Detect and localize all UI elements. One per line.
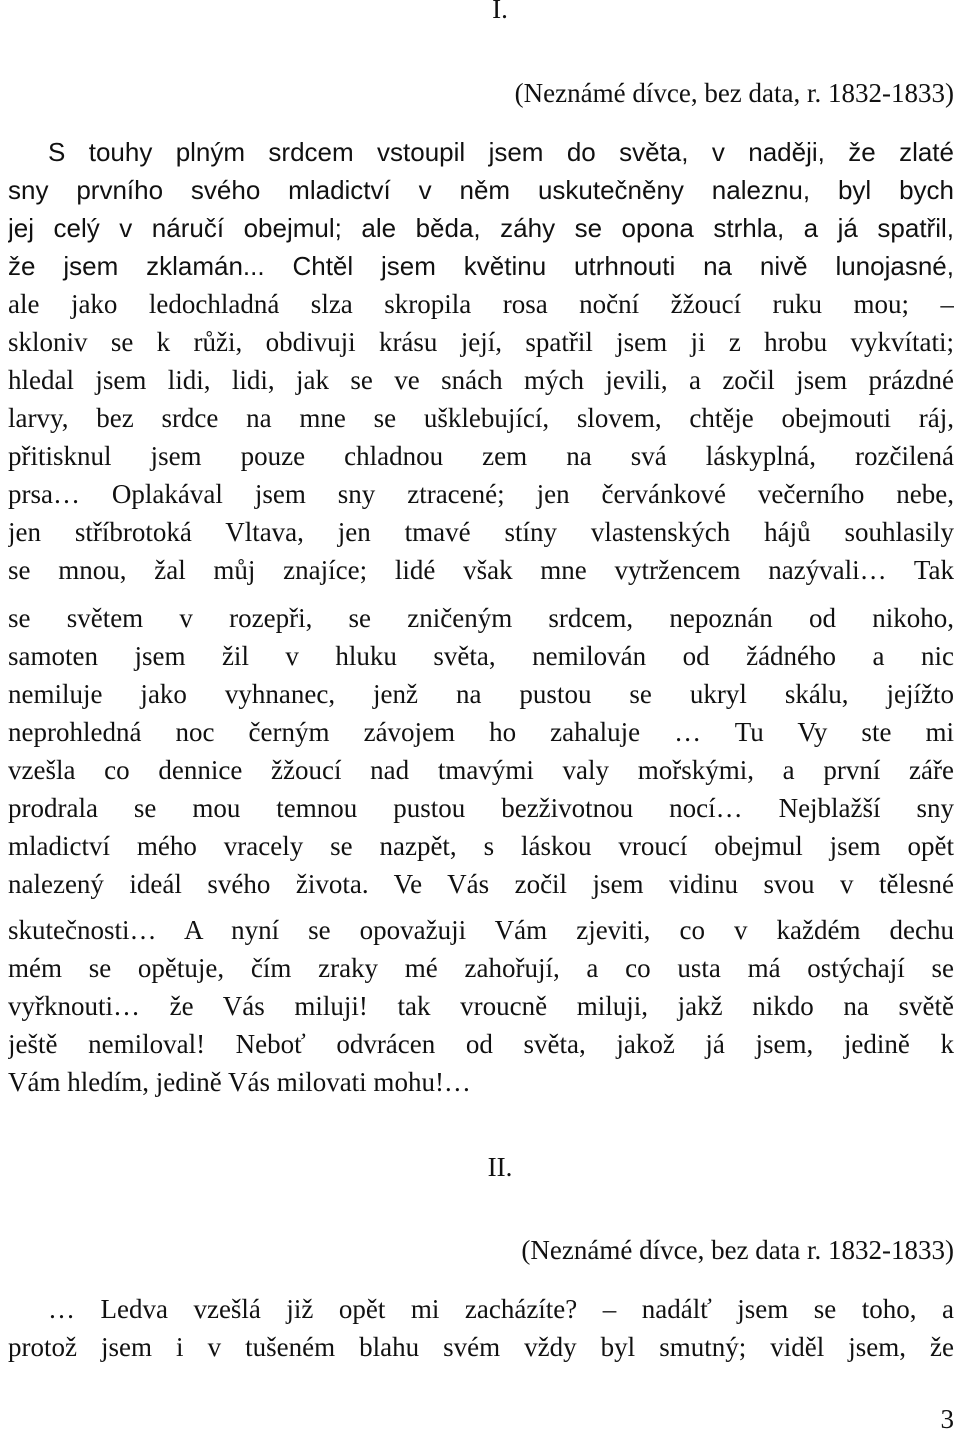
- text-line: prsa… Oplakával jsem sny ztracené; jen červánkové večerního nebe,: [8, 479, 954, 509]
- letter-heading: (Neznámé dívce, bez data, r. 1832-1833): [514, 78, 954, 108]
- section-number: II.: [487, 1152, 513, 1182]
- text-line: ještě nemiloval! Neboť odvrácen od světa, jakož já jsem, jedině k: [8, 1029, 954, 1059]
- text-line: skloniv se k růži, obdivuji krásu její, spatřil jsem ji z hrobu vykvítati;: [8, 327, 954, 357]
- text-line: nemiluje jako vyhnanec, jenž na pustou se ukryl skálu, jejížto: [8, 679, 954, 709]
- text-line: sny prvního svého mladictví v něm uskutečněny naleznu, byl bych: [8, 175, 954, 205]
- text-line: přitisknul jsem pouze chladnou zem na svá láskyplná, rozčilená: [8, 441, 954, 471]
- text-line: nalezený ideál svého života. Ve Vás zočil jsem vidinu svou v tělesné: [8, 869, 954, 899]
- text-line: že jsem zklamán... Chtěl jsem květinu utrhnouti na nivě lunojasné,: [8, 251, 954, 281]
- text-line: jen stříbrotoká Vltava, jen tmavé stíny vlastenských hájů souhlasily: [8, 517, 954, 547]
- text-line: larvy, bez srdce na mne se ušklebující, slovem, chtěje obejmouti ráj,: [8, 403, 954, 433]
- text-line: se světem v rozepři, se zničeným srdcem, nepoznán od nikoho,: [8, 603, 954, 633]
- text-line: S touhy plným srdcem vstoupil jsem do světa, v naději, že zlaté: [48, 137, 954, 167]
- text-line: … Ledva vzešlá již opět mi zacházíte? – nadálť jsem se toho, a: [48, 1294, 954, 1324]
- section-number: I.: [492, 0, 508, 24]
- text-line: vyřknouti… že Vás miluji! tak vroucně miluji, jakž nikdo na světě: [8, 991, 954, 1021]
- text-line: vzešla co dennice žžoucí nad tmavými valy mořskými, a první záře: [8, 755, 954, 785]
- letter-heading: (Neznámé dívce, bez data r. 1832-1833): [521, 1235, 954, 1265]
- page-number: 3: [940, 1404, 954, 1434]
- text-line: skutečnosti… A nyní se opovažuji Vám zjeviti, co v každém dechu: [8, 915, 954, 945]
- text-line: Vám hledím, jedině Vás milovati mohu!…: [8, 1067, 471, 1097]
- text-line: hledal jsem lidi, lidi, jak se ve snách mých jevili, a zočil jsem prázdné: [8, 365, 954, 395]
- text-line: samoten jsem žil v hluku světa, nemilován od žádného a nic: [8, 641, 954, 671]
- text-line: mém se opětuje, čím zraky mé zahořují, a co usta má ostýchají se: [8, 953, 954, 983]
- text-line: prodrala se mou temnou pustou bezživotnou nocí… Nejblažší sny: [8, 793, 954, 823]
- text-line: protož jsem i v tušeném blahu svém vždy byl smutný; viděl jsem, že: [8, 1332, 954, 1362]
- text-line: jej celý v náručí obejmul; ale běda, záhy se opona strhla, a já spatřil,: [8, 213, 954, 243]
- text-line: neprohledná noc černým závojem ho zahaluje … Tu Vy ste mi: [8, 717, 954, 747]
- text-line: mladictví mého vracely se nazpět, s láskou vroucí obejmul jsem opět: [8, 831, 954, 861]
- text-line: se mnou, žal můj znajíce; lidé však mne vytržencem nazývali… Tak: [8, 555, 954, 585]
- text-line: ale jako ledochladná slza skropila rosa noční žžoucí ruku mou; –: [8, 289, 954, 319]
